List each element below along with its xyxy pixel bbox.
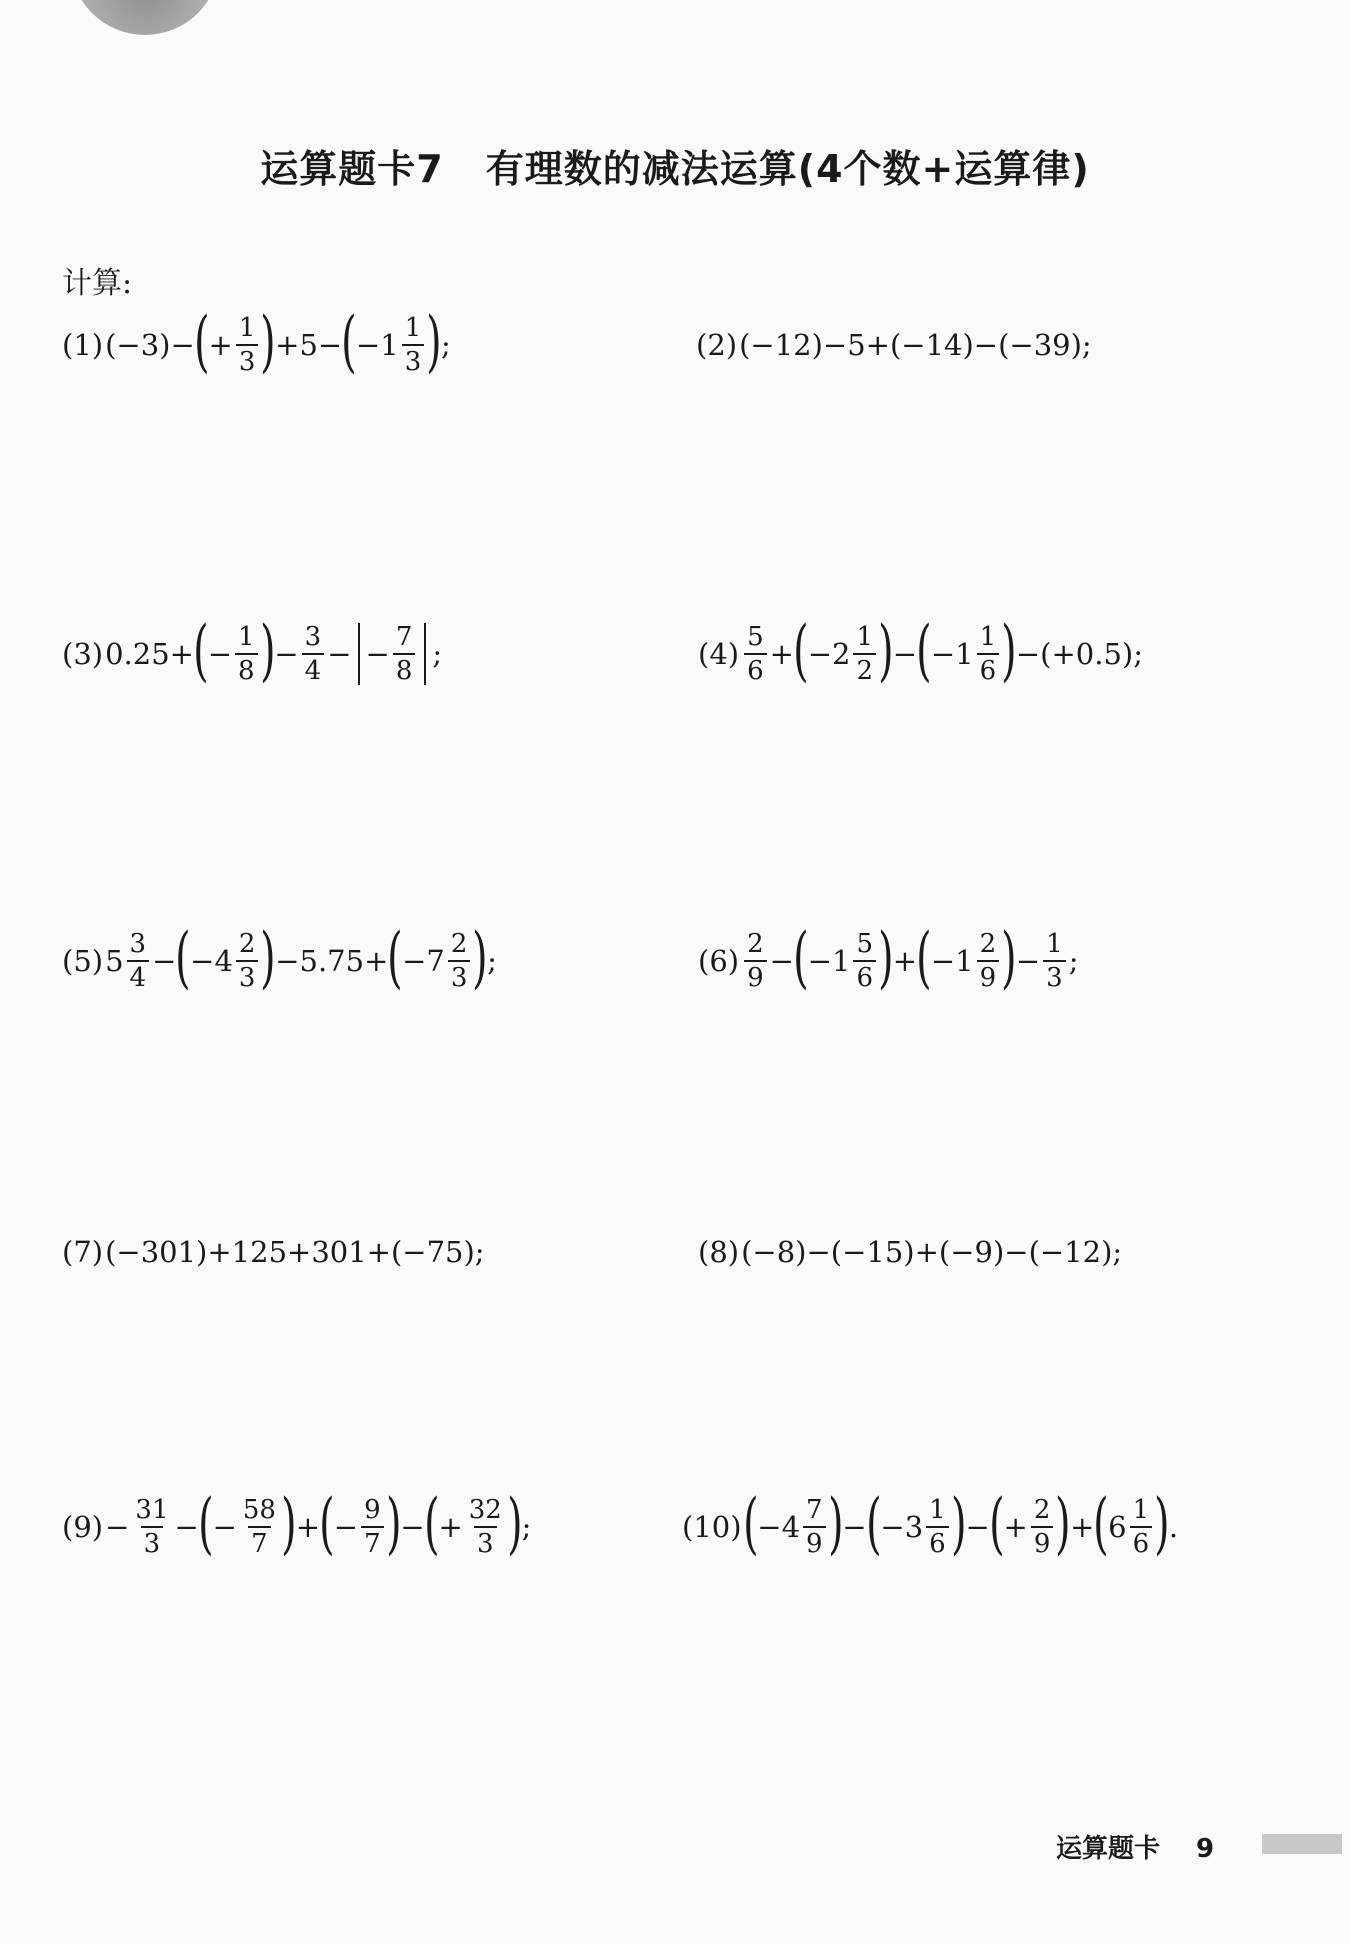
instruction-text: 计算: xyxy=(62,266,133,301)
problem-label: (9) xyxy=(62,1510,104,1544)
problem-1: (1) (−3)− ( + $\frac{1}{3}$ ) +5− ( −1 $\frac{1}{3}$ ) ; xyxy=(62,303,451,380)
fraction: $\frac{1}{8}$ xyxy=(235,624,258,684)
fraction: $\frac{2}{9}$ xyxy=(977,931,1000,991)
fraction: $\frac{32}{3}$ xyxy=(468,1495,502,1559)
page-number: 9 xyxy=(1196,1834,1215,1864)
problem-label: (3) xyxy=(62,637,104,671)
fraction: $\frac{1}{6}$ xyxy=(977,624,1000,684)
fraction: $\frac{5}{6}$ xyxy=(744,624,767,684)
fraction: $\frac{31}{3}$ xyxy=(135,1495,169,1559)
problem-2: (2) (−12)−5+(−14)−(−39); xyxy=(696,328,1092,362)
fraction: $\frac{2}{3}$ xyxy=(236,931,259,991)
problem-label: (6) xyxy=(698,944,740,978)
fraction: $\frac{3}{4}$ xyxy=(302,624,325,684)
page-footer xyxy=(1056,1828,1214,1865)
problem-label: (2) xyxy=(696,328,738,362)
problem-label: (10) xyxy=(682,1510,742,1544)
fraction: $\frac{1}{3}$ xyxy=(1043,931,1066,991)
problem-5: (5) 5 $\frac{3}{4}$ − ( −4 $\frac{2}{3}$ ) −5.75+ ( −7 $\frac{2}{3}$ ) ; xyxy=(62,919,497,996)
page-title xyxy=(0,138,1350,193)
fraction: $\frac{1}{6}$ xyxy=(926,1497,949,1557)
problem-10: (10) ( −4 $\frac{7}{9}$ ) − ( −3 $\frac{1}{6}$ ) − ( + $\frac{2}{9}$ ) + ( 6 $\frac{1}{6}$ ) . xyxy=(682,1485,1179,1562)
problem-9: (9) − $\frac{31}{3}$ − ( − $\frac{58}{7}$ ) + ( − $\frac{9}{7}$ ) − ( + $\frac{32}{3}$ ) ; xyxy=(62,1485,532,1562)
problem-7: (7) (−301)+125+301+(−75); xyxy=(62,1235,485,1269)
fraction: $\frac{1}{3}$ xyxy=(236,315,259,375)
title-topic: 有理数的减法运算(4个数+运算律) xyxy=(485,147,1090,191)
fraction: $\frac{2}{9}$ xyxy=(744,931,767,991)
fraction: $\frac{1}{3}$ xyxy=(402,315,425,375)
fraction: $\frac{3}{4}$ xyxy=(127,931,150,991)
fraction: $\frac{1}{2}$ xyxy=(853,624,876,684)
problem-label: (4) xyxy=(698,637,740,671)
problem-label: (8) xyxy=(698,1235,740,1269)
problem-6: (6) $\frac{2}{9}$ − ( −1 $\frac{5}{6}$ ) + ( −1 $\frac{2}{9}$ ) − $\frac{1}{3}$ ; xyxy=(698,919,1079,996)
problem-label: (7) xyxy=(62,1235,104,1269)
fraction: $\frac{5}{6}$ xyxy=(853,931,876,991)
fraction: $\frac{58}{7}$ xyxy=(242,1495,276,1559)
corner-decoration xyxy=(70,0,220,35)
footer-decoration-bar xyxy=(1262,1834,1342,1854)
fraction: $\frac{2}{9}$ xyxy=(1031,1497,1054,1557)
fraction: $\frac{2}{3}$ xyxy=(448,931,471,991)
problem-3: (3) 0.25+ ( − $\frac{1}{8}$ ) − $\frac{3}{4}$ − − $\frac{7}{8}$ ; xyxy=(62,612,443,689)
fraction: $\frac{9}{7}$ xyxy=(361,1497,384,1557)
problem-label: (1) xyxy=(62,328,104,362)
problem-label: (5) xyxy=(62,944,104,978)
footer-label: 运算题卡 xyxy=(1056,1834,1161,1864)
title-card-number: 运算题卡7 xyxy=(260,147,444,191)
problem-8: (8) (−8)−(−15)+(−9)−(−12); xyxy=(698,1235,1123,1269)
fraction: $\frac{1}{6}$ xyxy=(1130,1497,1153,1557)
fraction: $\frac{7}{8}$ xyxy=(393,624,416,684)
problem-4: (4) $\frac{5}{6}$ + ( −2 $\frac{1}{2}$ ) − ( −1 $\frac{1}{6}$ ) −(+0.5); xyxy=(698,612,1143,689)
fraction: $\frac{7}{9}$ xyxy=(803,1497,826,1557)
